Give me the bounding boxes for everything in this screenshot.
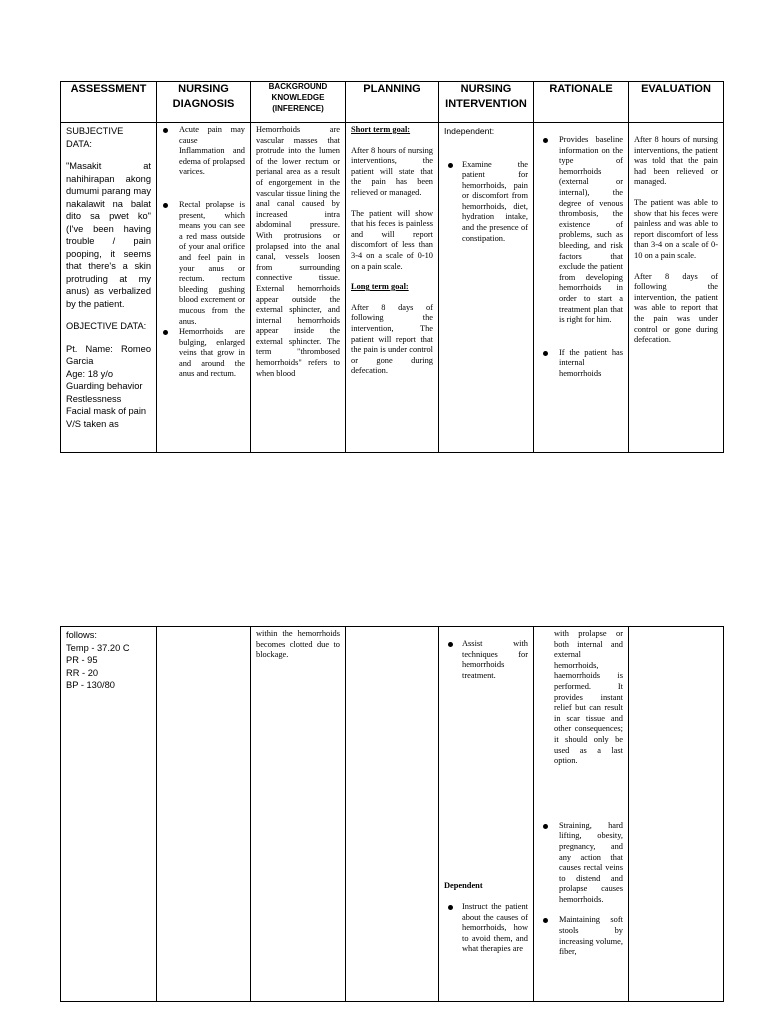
vital-signs-follows: follows: [66, 630, 98, 640]
assessment-cell-continued [61, 627, 157, 1002]
patient-quote: "Masakit at nahihirapan akong dumumi parang may nakalawit na balat dito sa pwet ko" (I've been having trouble / pain pooping, it seems that there's a skin protruding at my anus) as verbalized by the patient. [66, 161, 151, 309]
nursing-diagnosis-cell-continued [157, 627, 251, 1002]
vital-signs-intro: V/S taken as [66, 418, 119, 429]
header-rationale: RATIONALE [534, 82, 629, 123]
restlessness: Restlessness [66, 393, 122, 404]
patient-age: Age: 18 y/o [66, 368, 114, 379]
dependent-label: Dependent [444, 881, 483, 891]
planning-cell-continued [346, 627, 439, 1002]
evaluation-cell [629, 123, 724, 453]
background-knowledge-cell [251, 123, 346, 453]
intervention-item: Examine the patient for hemorrhoids, pain or discomfort from hemorrhoids, diet, hydration intake, and the presence of constipation. [444, 160, 528, 245]
subjective-data-label: SUBJECTIVE DATA: [66, 126, 124, 149]
vital-bp: BP - 130/80 [66, 680, 115, 690]
vital-rr: RR - 20 [66, 667, 99, 678]
rationale-cell [534, 123, 629, 453]
independent-label: Independent: [444, 126, 495, 136]
vital-pr: PR - 95 [66, 655, 98, 665]
evaluation-text-1: After 8 hours of nursing interventions, the patient was told that the pain had been relieved or managed. [634, 135, 718, 187]
patient-name: Pt. Name: Romeo Garcia [66, 343, 151, 366]
header-planning: PLANNING [346, 82, 439, 123]
objective-data-label: OBJECTIVE DATA: [66, 321, 147, 331]
rationale-item: Maintaining soft stools by increasing volume, fiber, [539, 915, 623, 957]
vital-temp: Temp - 37.20 C [66, 642, 130, 653]
background-text: Hemorrhoids are vascular masses that protrude into the lumen of the lower rectum or perianal area as a result of engorgement in the vascular tissue lining the anal canal caused by increased intra abdominal pressure. With protrusions or prolapsed into the anal canal, vessels loosen from surrounding connective tissue. External hemorrhoids appear outside the external sphincter, and internal hemorrhoids appear inside the external sphincter. The term "thrombosed hemorrhoids" refers to when blood [256, 125, 340, 378]
background-text-continued: within the hemorrhoids becomes clotted due to blockage. [256, 629, 340, 660]
long-term-goal-label: Long term goal: [351, 282, 409, 292]
rationale-item: If the patient has internal hemorrhoids [539, 348, 623, 380]
header-background-knowledge: BACKGROUND KNOWLEDGE (INFERENCE) [251, 82, 346, 123]
header-nursing-diagnosis: NURSING DIAGNOSIS [157, 82, 251, 123]
facial-mask-of-pain: Facial mask of pain [66, 406, 147, 416]
intervention-item: Assist with techniques for hemorrhoids treatment. [444, 639, 528, 681]
diagnosis-item: Rectal prolapse is present, which means you can see a red mass outside of your anal orifice and feel pain in your anus or rectum. rectum bleeding gushing blood excrement or mucous from the anus. [159, 200, 245, 327]
header-nursing-intervention: NURSING INTERVENTION [439, 82, 534, 123]
rationale-continued-text: with prolapse or both internal and external hemorrhoids, haemorrhoids is performed. It provides instant relief but can result in scar tissue and other consequences; it should only be used as a last option. [554, 629, 623, 766]
planning-cell [346, 123, 439, 453]
nursing-intervention-cell-continued [439, 627, 534, 1002]
evaluation-text-2: The patient was able to show that his feces were painless and was able to report discomfort of less than 3-4 on a scale of 0-10 on a pain scale. [634, 197, 718, 260]
nursing-diagnosis-cell [157, 123, 251, 453]
evaluation-text-3: After 8 days of following the intervention, the patient was able to report that the pain was under control or gone during defecation. [634, 271, 718, 345]
care-plan-table-page-2 [60, 626, 724, 1002]
assessment-cell [61, 123, 157, 453]
care-plan-table-page-1 [60, 81, 724, 453]
short-term-goal-text: After 8 hours of nursing interventions, the patient will state that the pain has been relieved or managed. [351, 145, 433, 197]
intervention-item: Instruct the patient about the causes of hemorrhoids, how to avoid them, and what therapies are [444, 902, 528, 955]
evaluation-cell-continued [629, 627, 724, 1002]
header-assessment: ASSESSMENT [61, 82, 157, 123]
rationale-item: Straining, hard lifting, obesity, pregnancy, and any action that causes rectal veins to distend and prolapse causes hemorrhoids. [539, 821, 623, 906]
header-evaluation: EVALUATION [629, 82, 724, 123]
guarding-behavior: Guarding behavior [66, 381, 143, 391]
nursing-intervention-cell [439, 123, 534, 453]
short-term-goal-text-2: The patient will show that his feces is painless and will report discomfort of less than 3-4 on a scale of 0-10 on a pain scale. [351, 208, 433, 271]
short-term-goal-label: Short term goal: [351, 125, 411, 134]
rationale-cell-continued [534, 627, 629, 1002]
background-knowledge-cell-continued [251, 627, 346, 1002]
diagnosis-item: Acute pain may cause Inflammation and edema of prolapsed varices. [159, 125, 245, 178]
long-term-goal-text: After 8 days of following the intervention, The patient will report that the pain is under control or gone during defecation. [351, 302, 433, 376]
diagnosis-item: Hemorrhoids are bulging, enlarged veins that grow in and around the anus and rectum. [159, 327, 245, 380]
rationale-item: Provides baseline information on the type of hemorrhoids (external or internal), the degree of venous thrombosis, the existence of problems, such as bleeding, and risk factors that exclude the patient from developing hemorrhoids in order to start a treatment plan that is right for him. [539, 135, 623, 326]
